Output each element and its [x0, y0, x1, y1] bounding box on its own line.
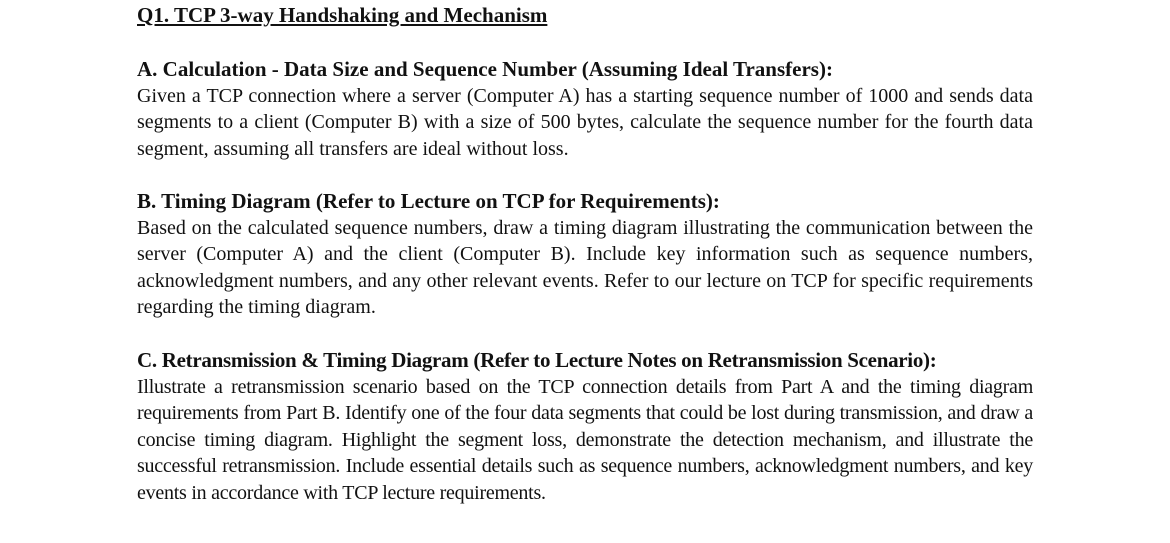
section-c	[137, 347, 1033, 506]
question-title: Q1. TCP 3-way Handshaking and Mechanism	[137, 3, 548, 27]
section-a-body: Given a TCP connection where a server (Computer A) has a starting sequence number of 1000 and sends data segments to a client (Computer B) with a size of 500 bytes, calculate the sequence number for the fourth data segment, assuming all transfers are ideal without loss.	[137, 85, 1033, 160]
section-b	[137, 188, 1033, 321]
section-a	[137, 56, 1033, 162]
section-b-heading: B. Timing Diagram (Refer to Lecture on TCP for Requirements):	[137, 189, 720, 213]
section-c-heading: C. Retransmission & Timing Diagram (Refer to Lecture Notes on Retransmission Scenario):	[137, 348, 937, 372]
section-b-body: Based on the calculated sequence numbers, draw a timing diagram illustrating the communication between the server (Computer A) and the client (Computer B). Include key information such as sequence numbers, acknowledgment numbers, and any other relevant events. Refer to our lecture on TCP for specific requirements regarding the timing diagram.	[137, 217, 1033, 319]
section-c-body: Illustrate a retransmission scenario based on the TCP connection details from Part A and the timing diagram requirements from Part B. Identify one of the four data segments that could be lost during transmission, and draw a concise timing diagram. Highlight the segment loss, demonstrate the detection mechanism, and illustrate the successful retransmission. Include essential details such as sequence numbers, acknowledgment numbers, and key events in accordance with TCP lecture requirements.	[137, 376, 1033, 504]
section-a-heading: A. Calculation - Data Size and Sequence Number (Assuming Ideal Transfers):	[137, 57, 833, 81]
